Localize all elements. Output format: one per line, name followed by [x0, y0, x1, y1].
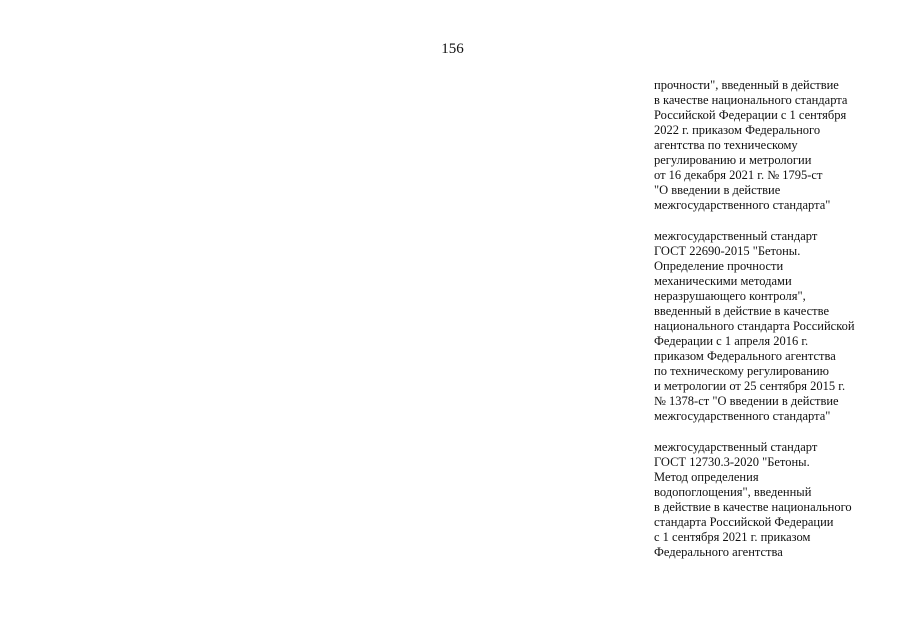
text-line: в действие в качестве национального — [654, 500, 852, 514]
text-line: от 16 декабря 2021 г. № 1795-ст — [654, 168, 823, 182]
text-line: Определение прочности — [654, 259, 784, 273]
text-line: межгосударственного стандарта" — [654, 409, 831, 423]
text-line: национального стандарта Российской — [654, 319, 855, 333]
text-line: межгосударственный стандарт — [654, 440, 818, 454]
text-column — [654, 78, 894, 576]
text-line: водопоглощения", введенный — [654, 485, 812, 499]
text-line: регулированию и метрологии — [654, 153, 812, 167]
text-line: Метод определения — [654, 470, 759, 484]
text-line: ГОСТ 22690-2015 "Бетоны. — [654, 244, 801, 258]
text-line: межгосударственного стандарта" — [654, 198, 831, 212]
text-line: ГОСТ 12730.3-2020 "Бетоны. — [654, 455, 810, 469]
paragraph — [654, 440, 894, 560]
text-line: введенный в действие в качестве — [654, 304, 830, 318]
text-line: Российской Федерации с 1 сентября — [654, 108, 847, 122]
text-line: по техническому регулированию — [654, 364, 830, 378]
text-line: механическими методами — [654, 274, 792, 288]
text-line: агентства по техническому — [654, 138, 798, 152]
text-line: с 1 сентября 2021 г. приказом — [654, 530, 811, 544]
page-number: 156 — [441, 41, 464, 57]
text-line: "О введении в действие — [654, 183, 781, 197]
paragraph — [654, 229, 894, 424]
text-line: и метрологии от 25 сентября 2015 г. — [654, 379, 846, 393]
text-line: приказом Федерального агентства — [654, 349, 836, 363]
text-line: 2022 г. приказом Федерального — [654, 123, 821, 137]
text-line: № 1378-ст "О введении в действие — [654, 394, 839, 408]
text-line: прочности", введенный в действие — [654, 78, 839, 92]
text-line: стандарта Российской Федерации — [654, 515, 834, 529]
text-line: Федерального агентства — [654, 545, 783, 559]
text-line: неразрушающего контроля", — [654, 289, 806, 303]
text-line: в качестве национального стандарта — [654, 93, 848, 107]
paragraph — [654, 78, 894, 213]
text-line: межгосударственный стандарт — [654, 229, 818, 243]
text-line: Федерации с 1 апреля 2016 г. — [654, 334, 809, 348]
